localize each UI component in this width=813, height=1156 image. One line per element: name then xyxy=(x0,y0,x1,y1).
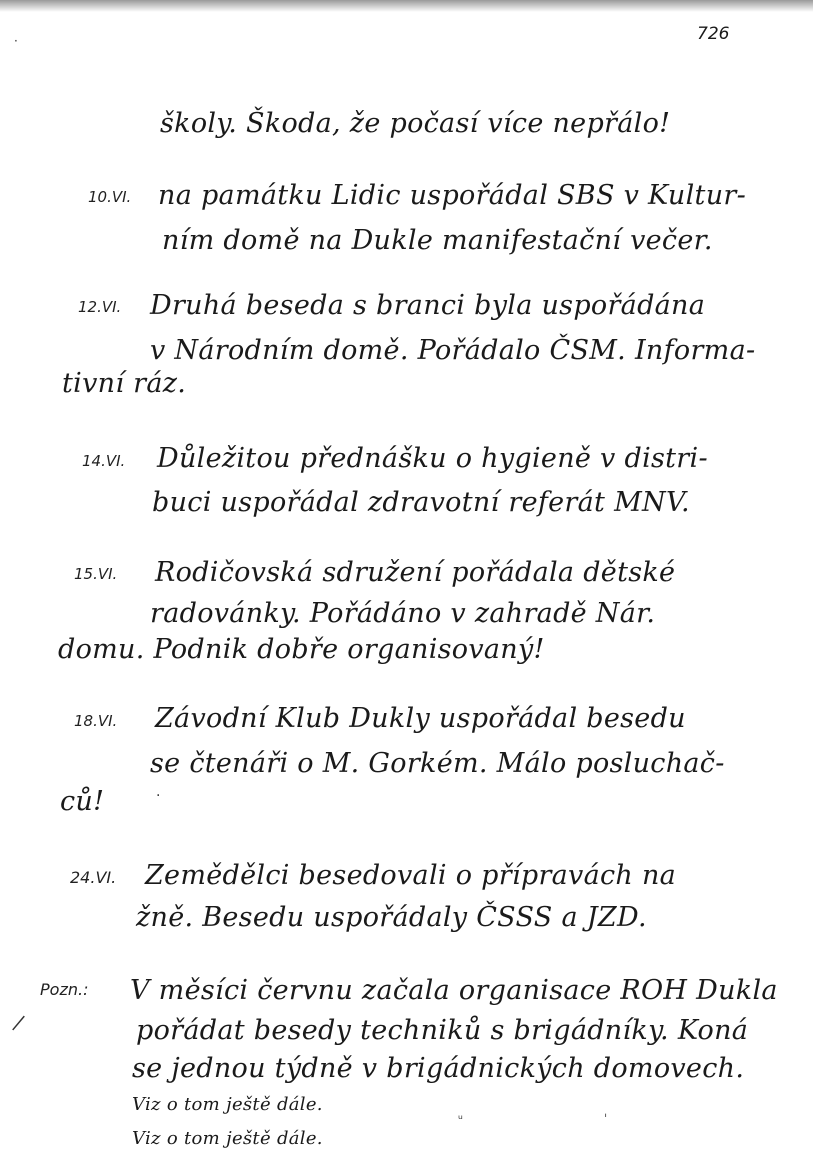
note-line: pořádat besedy techniků s brigádníky. Koná xyxy=(136,1015,749,1046)
note-line: Viz o tom ještě dále. xyxy=(132,1128,323,1149)
entry-date: 10.VI. xyxy=(88,188,132,206)
entry-line: buci uspořádal zdravotní referát MNV. xyxy=(152,487,690,518)
entry-line: Zemědělci besedovali o přípravách na xyxy=(145,860,677,891)
ink-dot: · xyxy=(14,34,18,48)
entry-date: 15.VI. xyxy=(74,565,118,583)
opening-line: školy. Škoda, že počasí více nepřálo! xyxy=(160,108,671,139)
ink-stroke: | xyxy=(9,1012,29,1033)
entry-line: Rodičovská sdružení pořádala dětské xyxy=(155,557,676,588)
scan-top-edge xyxy=(0,0,813,12)
entry-line: ců! xyxy=(60,786,105,817)
entry-date: 24.VI. xyxy=(70,868,117,887)
ink-mark: ˈ xyxy=(604,1112,608,1126)
entry-line: na památku Lidic uspořádal SBS v Kultur- xyxy=(158,180,747,211)
note-line: V měsíci červnu začala organisace ROH Dukla xyxy=(130,975,778,1006)
entry-date: 18.VI. xyxy=(74,712,118,730)
ink-dot: · xyxy=(156,788,161,804)
entry-line: tivní ráz. xyxy=(62,368,187,399)
ink-mark: ᵘ xyxy=(458,1112,463,1126)
page-number: 726 xyxy=(697,24,730,44)
entry-line: domu. Podnik dobře organisovaný! xyxy=(58,634,545,665)
entry-line: v Národním domě. Pořádalo ČSM. Informa- xyxy=(150,335,756,366)
entry-line: Závodní Klub Dukly uspořádal besedu xyxy=(155,703,686,734)
entry-line: ním domě na Dukle manifestační večer. xyxy=(162,225,713,256)
note-line: se jednou týdně v brigádnických domovech. xyxy=(132,1053,745,1084)
entry-line: se čtenáři o M. Gorkém. Málo posluchač- xyxy=(150,748,725,779)
note-line: Viz o tom ještě dále. xyxy=(132,1094,323,1115)
entry-line: radovánky. Pořádáno v zahradě Nár. xyxy=(150,598,656,629)
entry-date: 12.VI. xyxy=(78,298,122,316)
entry-line: Důležitou přednášku o hygieně v distri- xyxy=(157,443,708,474)
note-label: Pozn.: xyxy=(40,980,89,999)
entry-date: 14.VI. xyxy=(82,452,126,470)
entry-line: Druhá beseda s branci byla uspořádána xyxy=(150,290,706,321)
entry-line: žně. Besedu uspořádaly ČSSS a JZD. xyxy=(136,902,647,933)
